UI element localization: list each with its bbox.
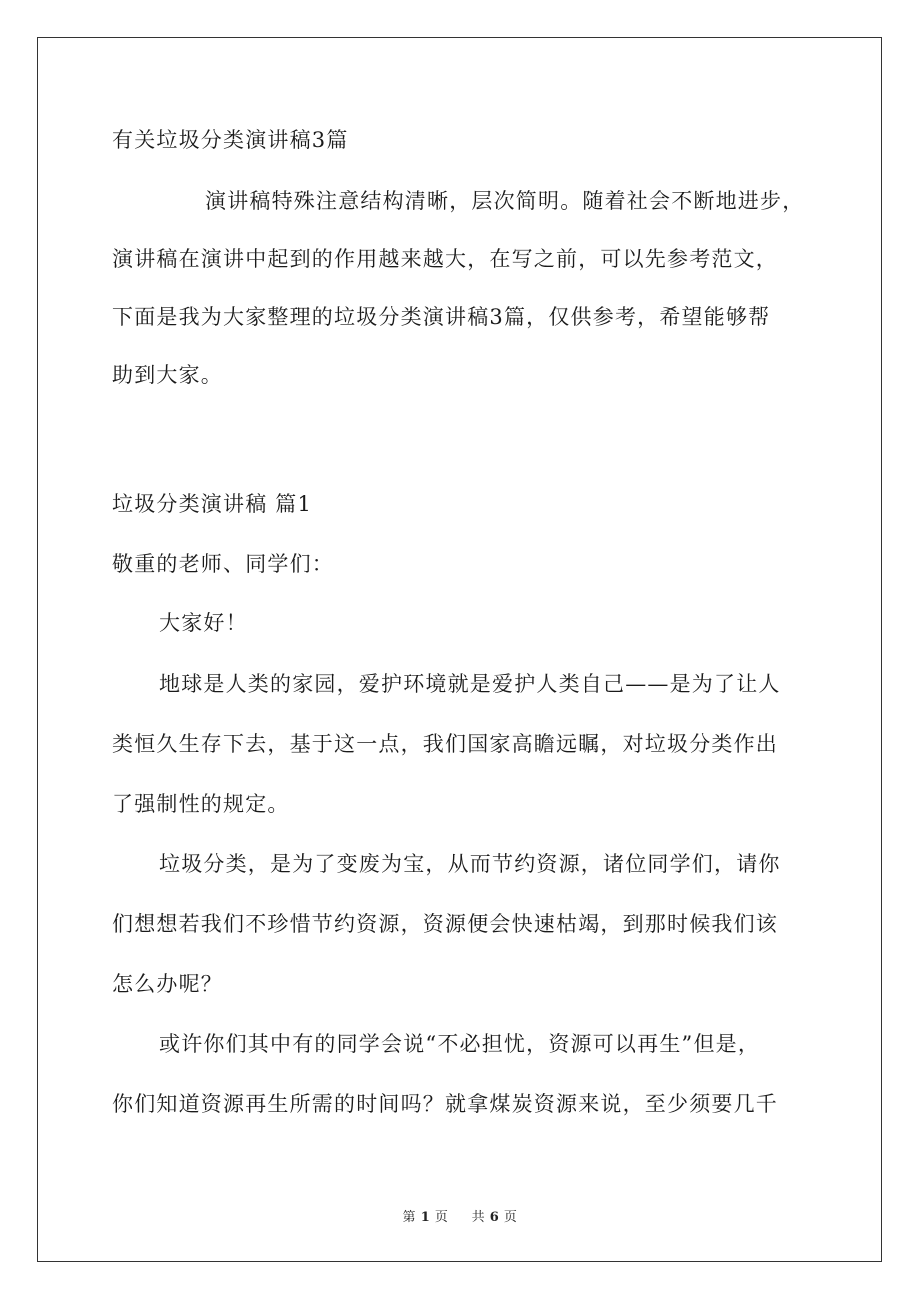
- total-prefix: 共: [471, 1210, 486, 1225]
- intro-line-2: 演讲稿在演讲中起到的作用越来越大，在写之前，可以先参考范文，: [112, 247, 778, 271]
- page-border: [37, 37, 882, 1262]
- paragraph-2-line-3: 怎么办呢？: [112, 972, 223, 996]
- intro-line-3: 下面是我为大家整理的垃圾分类演讲稿3篇，仅供参考，希望能够帮: [112, 305, 771, 329]
- paragraph-2-line-2: 们想想若我们不珍惜节约资源，资源便会快速枯竭，到那时候我们该: [112, 912, 778, 936]
- total-page-count: 6: [489, 1210, 500, 1225]
- paragraph-1-line-3: 了强制性的规定。: [112, 792, 290, 816]
- paragraph-3-line-1: 或许你们其中有的同学会说“不必担忧，资源可以再生”但是，: [159, 1032, 761, 1056]
- paragraph-1-line-2: 类恒久生存下去，基于这一点，我们国家高瞻远瞩，对垃圾分类作出: [112, 732, 778, 756]
- greeting: 大家好！: [159, 611, 248, 635]
- page-footer: [0, 1206, 920, 1225]
- paragraph-2-line-1: 垃圾分类，是为了变废为宝，从而节约资源，诸位同学们，请你: [159, 852, 781, 876]
- page-prefix: 第: [402, 1210, 417, 1225]
- total-unit: 页: [503, 1210, 518, 1225]
- salutation: 敬重的老师、同学们：: [112, 552, 334, 576]
- paragraph-3-line-2: 你们知道资源再生所需的时间吗？就拿煤炭资源来说，至少须要几千: [112, 1092, 778, 1116]
- current-page-number: 1: [420, 1210, 431, 1225]
- page-unit: 页: [434, 1210, 449, 1225]
- intro-line-1: 演讲稿特殊注意结构清晰，层次简明。随着社会不断地进步，: [205, 189, 805, 213]
- document-title: 有关垃圾分类演讲稿3篇: [112, 128, 349, 152]
- paragraph-1-line-1: 地球是人类的家园，爱护环境就是爱护人类自己——是为了让人: [159, 672, 781, 696]
- section-heading: 垃圾分类演讲稿 篇1: [112, 492, 313, 516]
- intro-line-4: 助到大家。: [112, 363, 223, 387]
